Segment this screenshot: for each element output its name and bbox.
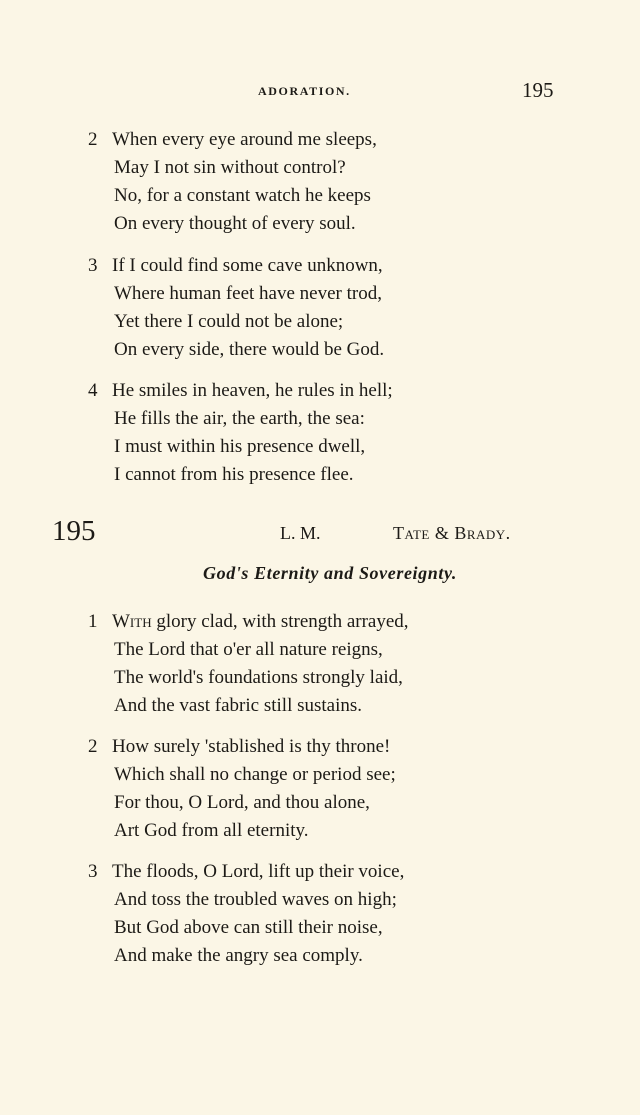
verse-line: The floods, O Lord, lift up their voice,	[112, 861, 405, 882]
hymn-author: Tate & Brady.	[393, 523, 511, 543]
verse-line: How surely 'stablished is thy throne!	[112, 736, 391, 757]
verse-line: The Lord that o'er all nature reigns,	[114, 639, 383, 660]
stanza-3-prev	[88, 252, 558, 364]
verse-line: For thou, O Lord, and thou alone,	[114, 792, 370, 813]
verse-line: Where human feet have never trod,	[114, 283, 382, 304]
hymn-stanza-3	[88, 858, 558, 970]
verse-line: Which shall no change or period see;	[114, 764, 396, 785]
verse-line: May I not sin without control?	[114, 157, 346, 178]
hymn-subtitle: God's Eternity and Sovereignty.	[203, 563, 457, 583]
verse-line: And toss the troubled waves on high;	[114, 889, 397, 910]
page-number: 195	[522, 78, 554, 102]
stanza-2-prev	[88, 126, 558, 238]
hymn-stanza-2	[88, 733, 558, 845]
verse-line: But God above can still their noise,	[114, 917, 383, 938]
stanza-number: 2	[88, 736, 98, 757]
verse-line: I must within his presence dwell,	[114, 436, 366, 457]
stanza-number: 1	[88, 611, 98, 632]
verse-line: I cannot from his presence flee.	[114, 464, 354, 485]
stanza-number: 4	[88, 380, 98, 401]
hymn-header	[0, 515, 640, 555]
verse-line: He fills the air, the earth, the sea:	[114, 408, 365, 429]
first-line-rest: glory clad, with strength arrayed,	[151, 611, 409, 632]
verse-line: No, for a constant watch he keeps	[114, 185, 371, 206]
verse-line	[112, 608, 409, 636]
verse-line: He smiles in heaven, he rules in hell;	[112, 380, 393, 401]
hymn-stanza-1	[88, 608, 558, 720]
verse-line: The world's foundations strongly laid,	[114, 667, 403, 688]
verse-line: On every thought of every soul.	[114, 213, 356, 234]
verse-line: And the vast fabric still sustains.	[114, 695, 363, 716]
hymn-number: 195	[52, 515, 96, 547]
verse-line: On every side, there would be God.	[114, 339, 385, 360]
running-title: ADORATION.	[258, 84, 351, 98]
running-head	[0, 78, 640, 104]
stanza-number: 3	[88, 255, 98, 276]
first-word: With	[112, 611, 152, 632]
verse-line: Yet there I could not be alone;	[114, 311, 344, 332]
verse-line: And make the angry sea comply.	[114, 945, 363, 966]
stanza-number: 3	[88, 861, 98, 882]
verse-line: If I could find some cave unknown,	[112, 255, 383, 276]
verse-line: When every eye around me sleeps,	[112, 129, 377, 150]
verse-line: Art God from all eternity.	[114, 820, 309, 841]
stanza-4-prev	[88, 377, 558, 489]
hymn-meter: L. M.	[280, 523, 321, 543]
stanza-number: 2	[88, 129, 98, 150]
